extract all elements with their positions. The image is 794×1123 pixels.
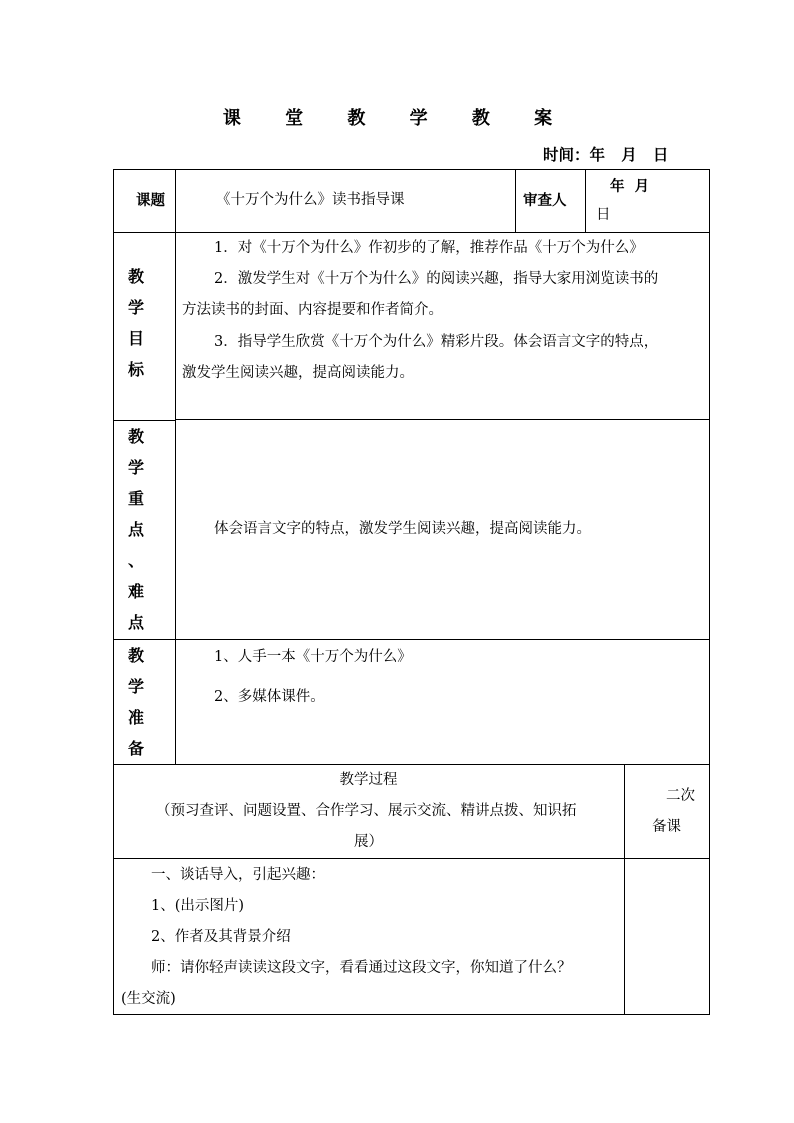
prep-label-char: 准 [127, 708, 144, 727]
reviewer-divider-right [585, 169, 586, 232]
reviewer-label: 审查人 [523, 192, 567, 209]
process-line: 一、谈话导入，引起兴趣： [151, 867, 325, 883]
process-line: (生交流) [121, 991, 176, 1007]
prep-label-char: 教 [127, 646, 144, 665]
side-column-divider [624, 764, 625, 1015]
second-prep-line2: 备课 [652, 819, 681, 835]
prep-label-char: 备 [127, 739, 144, 758]
keypoints-label-char: 点 [127, 520, 144, 539]
keypoints-text: 体会语言文字的特点，激发学生阅读兴趣，提高阅读能力。 [214, 521, 591, 537]
row-divider-3 [113, 639, 710, 640]
row-divider-5 [113, 858, 710, 859]
lesson-plan-table [113, 169, 710, 1015]
table-border-bottom [113, 1014, 710, 1015]
table-border-left [113, 169, 114, 1015]
review-date-line1: 年 月 [610, 178, 650, 195]
review-date-line2: 日 [596, 207, 611, 223]
topic-value: 《十万个为什么》读书指导课 [216, 192, 405, 208]
label-column-divider [175, 169, 176, 764]
process-subtitle-line2: 展） [354, 834, 383, 850]
goals-label-char: 标 [127, 360, 144, 379]
table-border-right [709, 169, 710, 1015]
process-line: 2、作者及其背景介绍 [151, 929, 291, 945]
prep-line: 2、多媒体课件。 [214, 689, 325, 705]
keypoints-label-char: 教 [127, 427, 144, 446]
goals-label-char: 目 [127, 329, 144, 348]
topic-label: 课题 [136, 192, 165, 209]
goal-line: 2．激发学生对《十万个为什么》的阅读兴趣，指导大家用浏览读书的 [214, 271, 659, 287]
process-title: 教学过程 [339, 772, 398, 788]
table-border-top [113, 169, 710, 170]
prep-line: 1、人手一本《十万个为什么》 [214, 649, 412, 665]
document-title: 课 堂 教 学 教 案 [222, 108, 572, 129]
keypoints-label-char: 点 [127, 613, 144, 632]
goal-line: 激发学生阅读兴趣，提高阅读能力。 [182, 365, 414, 381]
process-line: 师：请你轻声读读这段文字，看看通过这段文字，你知道了什么？ [151, 960, 572, 976]
goal-line: 方法读书的封面、内容提要和作者简介。 [182, 302, 443, 318]
reviewer-divider-left [515, 169, 516, 232]
goals-label-char: 教 [127, 267, 144, 286]
keypoints-label-char: 难 [127, 582, 144, 601]
process-line: 1、(出示图片) [151, 898, 245, 914]
second-prep-line1: 二次 [666, 788, 695, 804]
keypoints-label-char: 重 [127, 489, 144, 508]
date-line: 时间：年 月 日 [543, 145, 669, 164]
row-divider-2 [175, 419, 710, 420]
goal-line: 3．指导学生欣赏《十万个为什么》精彩片段。体会语言文字的特点， [214, 334, 659, 350]
process-subtitle-line1: （预习查评、问题设置、合作学习、展示交流、精讲点拨、知识拓 [156, 803, 577, 819]
goal-line: 1．对《十万个为什么》作初步的了解，推荐作品《十万个为什么》 [214, 240, 644, 256]
keypoints-label-char: 、 [127, 551, 144, 570]
prep-label-char: 学 [127, 677, 144, 696]
keypoints-label-char: 学 [127, 458, 144, 477]
goals-label-char: 学 [127, 298, 144, 317]
